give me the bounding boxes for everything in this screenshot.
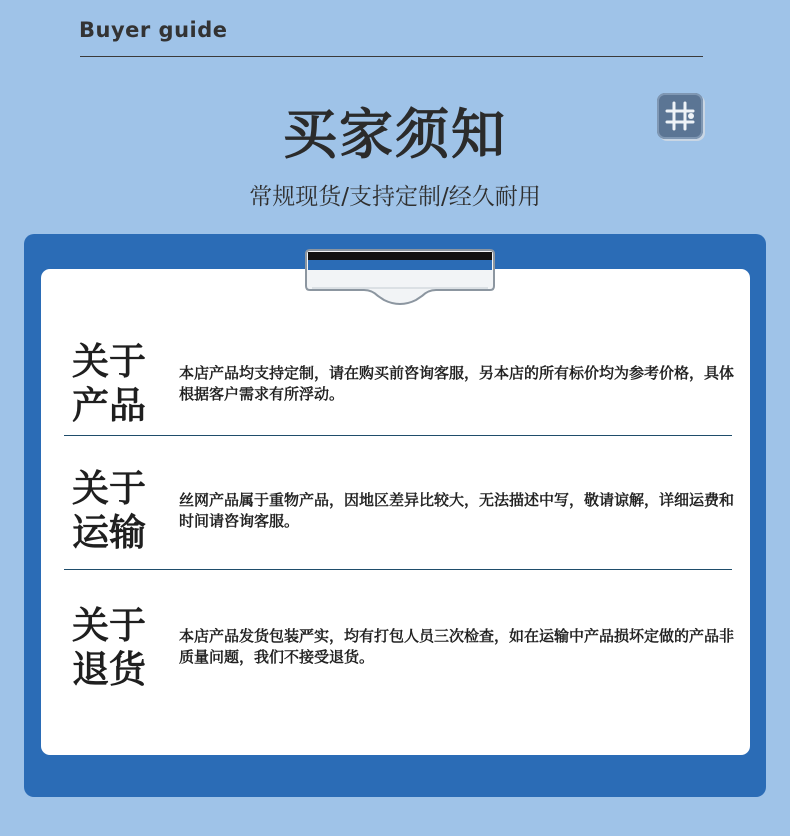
section-heading-product — [72, 340, 152, 428]
section-divider — [64, 435, 732, 436]
section-heading-line1: 关于 — [72, 340, 146, 383]
section-text-shipping: 丝网产品属于重物产品，因地区差异比较大，无法描述中写，敬请谅解，详细运费和时间请咨询客服。 — [179, 491, 735, 530]
section-divider — [64, 569, 732, 570]
section-heading-line1: 关于 — [72, 604, 146, 647]
section-heading-returns — [72, 604, 152, 692]
clipboard-clip-icon — [304, 246, 496, 306]
section-heading-line2: 运输 — [72, 511, 146, 554]
section-heading-line2: 产品 — [72, 384, 146, 427]
section-text-product: 本店产品均支持定制，请在购买前咨询客服，另本店的所有标价均为参考价格，具体根据客户需求有所浮动。 — [179, 364, 735, 403]
header-divider — [80, 56, 703, 57]
page-subtitle: 常规现货/支持定制/经久耐用 — [249, 184, 541, 210]
page-title: 买家须知 — [283, 103, 507, 166]
section-heading-line2: 退货 — [72, 648, 146, 691]
section-heading-shipping — [72, 467, 152, 555]
section-text-returns: 本店产品发货包装严实，均有打包人员三次检查，如在运输中产品损坏定做的产品非质量问题，我们不接受退货。 — [179, 627, 735, 666]
grid-hash-icon — [657, 93, 703, 139]
section-heading-line1: 关于 — [72, 467, 146, 510]
header-label-en: Buyer guide — [79, 18, 228, 42]
